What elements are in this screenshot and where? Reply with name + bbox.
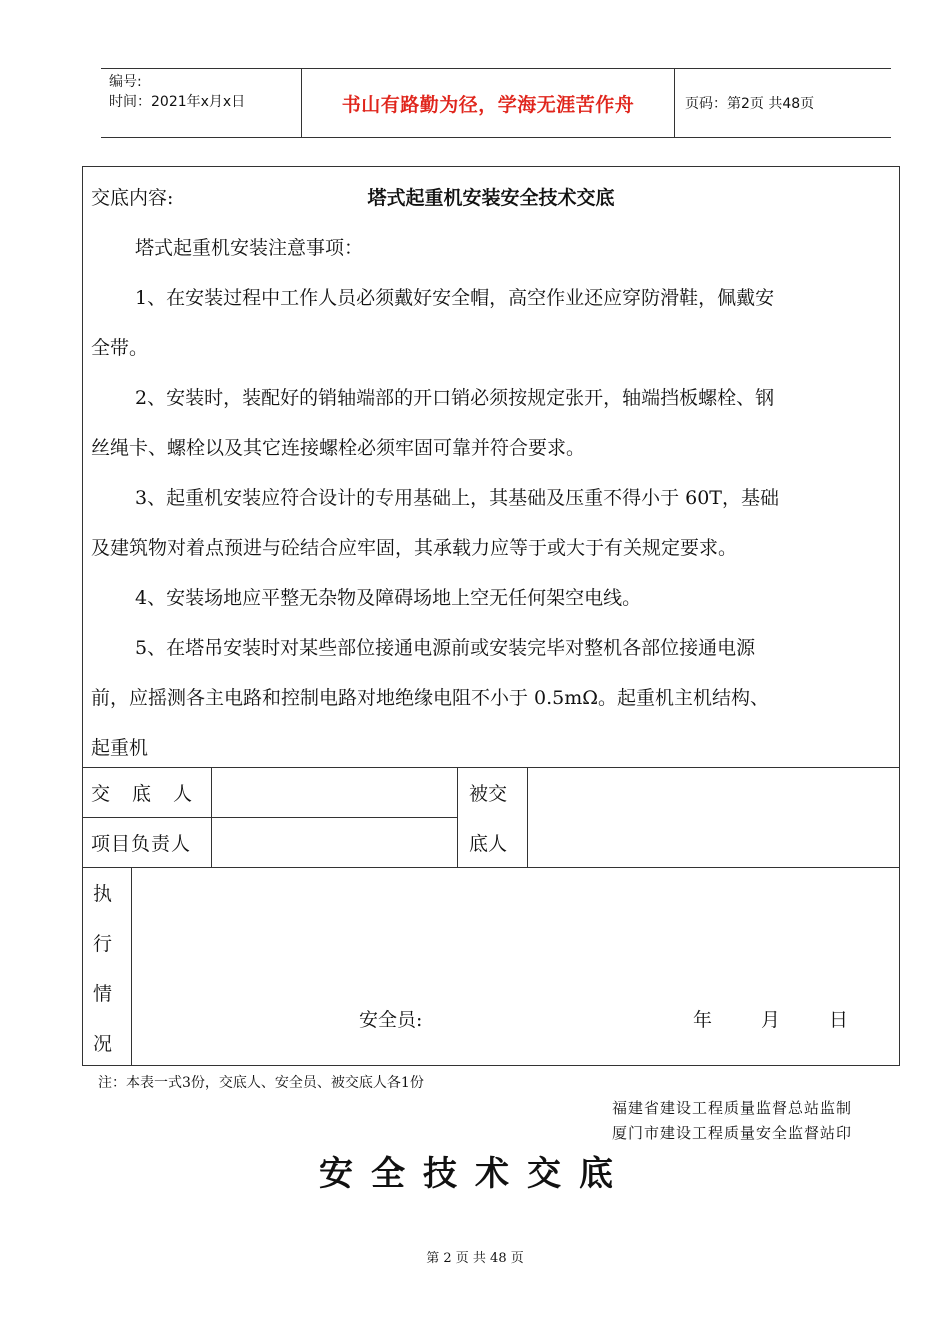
issuer-caption: 福建省建设工程质量监督总站监制 bbox=[612, 1099, 853, 1117]
project-leader-label: 项目负责人 bbox=[91, 833, 192, 855]
content-line: 及建筑物对着点预进与砼结合应牢固，其承载力应等于或大于有关规定要求。 bbox=[91, 537, 738, 559]
project-leader-signature-field[interactable] bbox=[212, 818, 456, 866]
execution-notes-field[interactable] bbox=[132, 868, 898, 998]
content-line: 4、安装场地应平整无杂物及障碍场地上空无任何架空电线。 bbox=[135, 587, 642, 609]
page-info: 页码：第2页 共48页 bbox=[685, 96, 815, 112]
exec-label-char: 况 bbox=[93, 1033, 113, 1055]
recipient-label: 被交 bbox=[469, 783, 508, 805]
content-line: 2、安装时，装配好的销轴端部的开口销必须按规定张开，轴端挡板螺栓、钢 bbox=[135, 387, 775, 409]
recipient-label: 底人 bbox=[469, 833, 508, 855]
printer-caption: 厦门市建设工程质量安全监督站印 bbox=[612, 1124, 853, 1142]
content-label: 交底内容: bbox=[91, 187, 174, 209]
safety-officer-label: 安全员: bbox=[359, 1009, 423, 1031]
exec-label-char: 行 bbox=[93, 933, 113, 955]
header-motto-cell bbox=[302, 69, 675, 137]
header-meta-cell bbox=[101, 69, 302, 137]
month-label: 月 bbox=[761, 1009, 781, 1031]
time-label: 时间：2021年x月x日 bbox=[109, 94, 246, 110]
exec-label-char: 情 bbox=[93, 983, 113, 1005]
form-title: 塔式起重机安装安全技术交底 bbox=[367, 187, 615, 209]
content-area bbox=[83, 167, 899, 767]
content-line: 丝绳卡、螺栓以及其它连接螺栓必须牢固可靠并符合要求。 bbox=[91, 437, 586, 459]
content-line: 5、在塔吊安装时对某些部位接通电源前或安装完毕对整机各部位接通电源 bbox=[135, 637, 756, 659]
number-label: 编号: bbox=[109, 74, 142, 90]
content-line: 全带。 bbox=[91, 337, 149, 359]
divider bbox=[457, 767, 458, 867]
discloser-signature-field[interactable] bbox=[212, 768, 456, 816]
exec-label-char: 执 bbox=[93, 883, 113, 905]
discloser-label: 交底人 bbox=[91, 783, 215, 805]
form-note: 注：本表一式3份，交底人、安全员、被交底人各1份 bbox=[98, 1075, 424, 1091]
content-line: 起重机 bbox=[91, 737, 149, 759]
year-label: 年 bbox=[693, 1009, 713, 1031]
recipient-signature-field[interactable] bbox=[528, 768, 898, 866]
content-line: 前，应摇测各主电路和控制电路对地绝缘电阻不小于 0.5mΩ。起重机主机结构、 bbox=[91, 687, 770, 709]
motto-text: 书山有路勤为径，学海无涯苦作舟 bbox=[341, 93, 635, 116]
content-line: 塔式起重机安装注意事项： bbox=[135, 237, 364, 259]
content-line: 1、在安装过程中工作人员必须戴好安全帽，高空作业还应穿防滑鞋，佩戴安 bbox=[135, 287, 775, 309]
content-line: 3、起重机安装应符合设计的专用基础上，其基础及压重不得小于 60T，基础 bbox=[135, 487, 779, 509]
section-title: 安全技术交底 bbox=[319, 1154, 631, 1194]
page-footer: 第 2 页 共 48 页 bbox=[426, 1251, 524, 1266]
page-header bbox=[101, 68, 891, 138]
day-label: 日 bbox=[829, 1009, 849, 1031]
disclosure-form bbox=[82, 166, 900, 1066]
header-page-cell bbox=[675, 69, 891, 137]
